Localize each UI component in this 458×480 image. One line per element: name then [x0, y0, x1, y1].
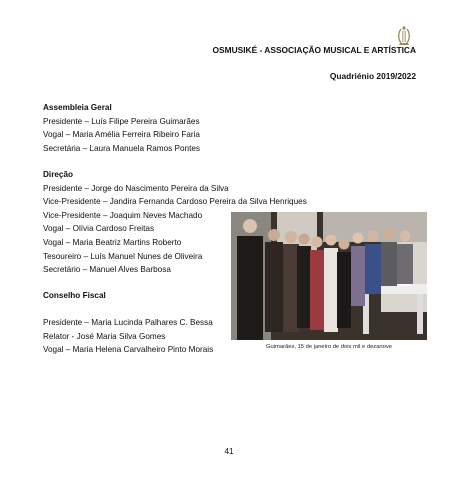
member-line: Vogal – Maria Beatriz Martins Roberto: [43, 237, 182, 247]
member-line: Vice-Presidente – Joaquim Neves Machado: [43, 210, 203, 220]
conselho-fiscal-section: [43, 289, 213, 357]
photo-caption: Guimarães, 15 de janeiro de dois mil e dezanove: [266, 344, 392, 350]
section-heading: Assembleia Geral: [43, 103, 112, 112]
member-line: Relator - José Maria Silva Gomes: [43, 331, 166, 341]
section-heading: Direção: [43, 170, 74, 179]
group-photo: [231, 212, 427, 340]
music-lyre-logo-icon: [395, 25, 413, 47]
organization-title: OSMUSIKÉ - ASSOCIAÇÃO MUSICAL E ARTÍSTICA: [212, 45, 416, 55]
section-heading: Conselho Fiscal: [43, 291, 106, 300]
member-line: Vogal – Olívia Cardoso Freitas: [43, 224, 155, 234]
assembleia-geral-section: [43, 101, 200, 155]
member-line: Vogal – Maria Helena Carvalheiro Pinto Morais: [43, 345, 214, 355]
member-line: Presidente – Maria Lucinda Palhares C. Bessa: [43, 318, 213, 328]
member-line: Secretária – Laura Manuela Ramos Pontes: [43, 143, 201, 153]
member-line: Secretário – Manuel Alves Barbosa: [43, 265, 171, 275]
page-number: 41: [224, 447, 234, 456]
member-line: Tesoureiro – Luís Manuel Nunes de Oliveira: [43, 251, 203, 261]
period-title: Quadriénio 2019/2022: [329, 71, 416, 81]
member-line: Vice-Presidente – Jandira Fernanda Cardoso Pereira da Silva Henriques: [43, 197, 307, 207]
member-line: Presidente – Luís Filipe Pereira Guimarães: [43, 116, 200, 126]
member-line: Vogal – Maria Amélia Ferreira Ribeiro Faria: [43, 130, 200, 140]
member-line: Presidente – Jorge do Nascimento Pereira da Silva: [43, 183, 229, 193]
